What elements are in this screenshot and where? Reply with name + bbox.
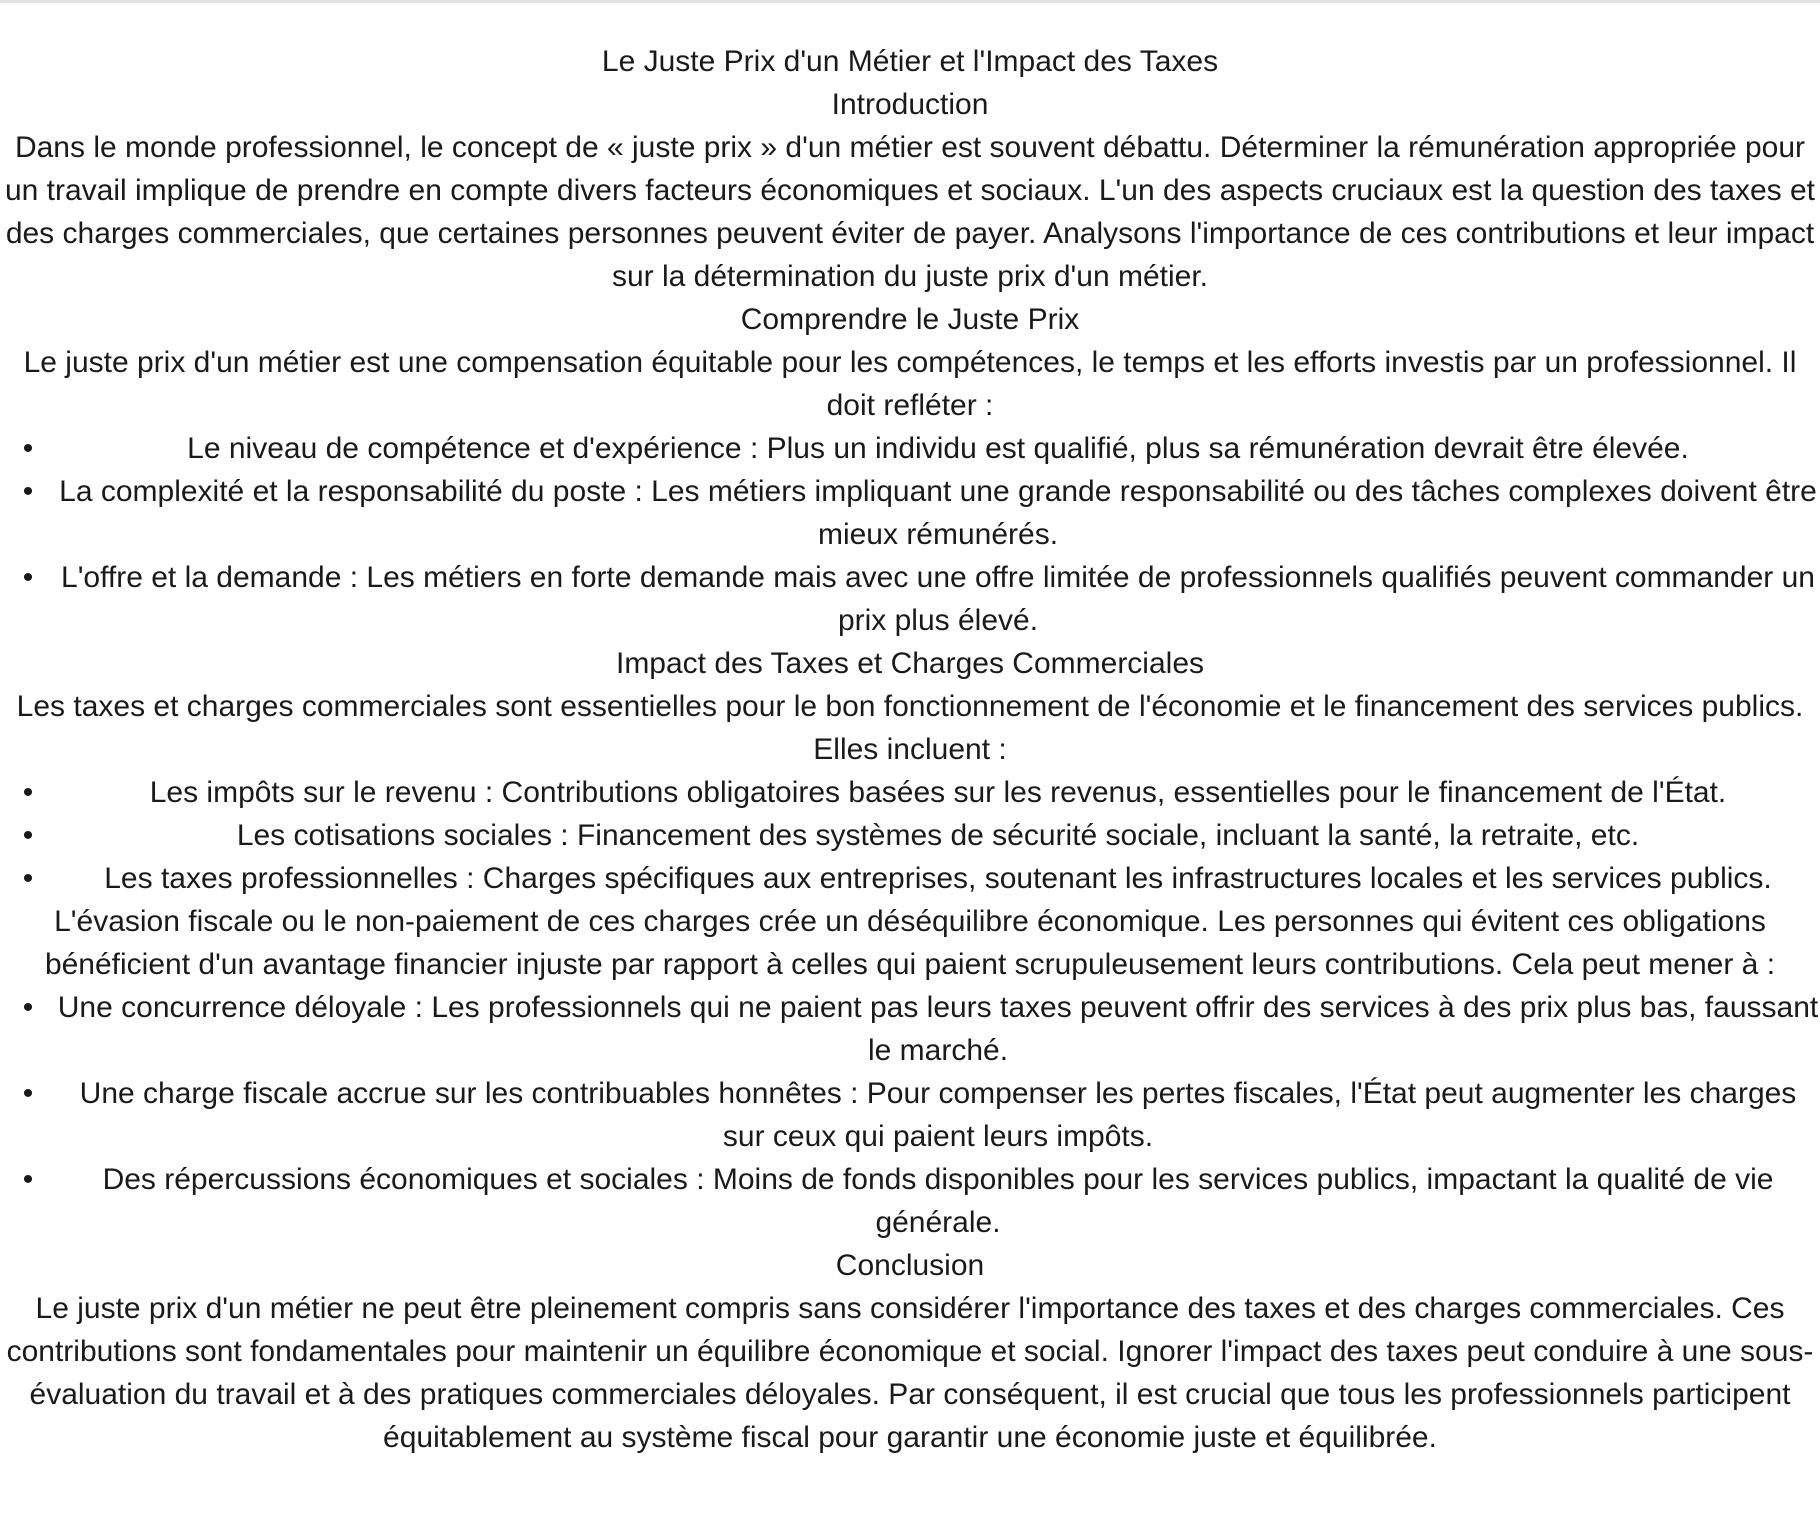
bullet-icon: • <box>22 819 34 852</box>
list-item <box>22 427 1820 470</box>
top-border <box>0 0 1820 3</box>
list-item <box>22 857 1820 900</box>
list-item-text: Les impôts sur le revenu : Contributions obligatoires basées sur les revenus, essentielles pour le financement de l'État. <box>149 776 1727 809</box>
list-item <box>22 1072 1820 1158</box>
juste-prix-paragraph: Le juste prix d'un métier est une compensation équitable pour les compétences, le temps et les efforts investis par un professionnel. Il doit refléter : <box>23 346 1797 422</box>
list-item <box>22 771 1820 814</box>
list-item <box>22 556 1820 642</box>
list-item <box>22 1158 1820 1244</box>
list-item-text: Le niveau de compétence et d'expérience : Plus un individu est qualifié, plus sa rémunération devrait être élevée. <box>187 432 1689 465</box>
impact-paragraph: Les taxes et charges commerciales sont essentielles pour le bon fonctionnement de l'économie et le financement des services publics. Elles incluent : <box>16 690 1804 766</box>
heading-impact: Impact des Taxes et Charges Commerciales <box>615 647 1205 680</box>
heading-conclusion: Conclusion <box>835 1249 985 1282</box>
list-item-text: La complexité et la responsabilité du poste : Les métiers impliquant une grande responsabilité ou des tâches complexes doivent être mieux rémunérés. <box>59 475 1817 551</box>
impact-paragraph-2: L'évasion fiscale ou le non-paiement de ces charges crée un déséquilibre économique. Les personnes qui évitent ces obligations bénéficient d'un avantage financier injuste par rapport à celles qui paient scrupuleusement leurs contributions. Cela peut mener à : <box>44 905 1776 981</box>
bullet-icon: • <box>22 991 34 1024</box>
list-item <box>22 814 1820 857</box>
conclusion-paragraph: Le juste prix d'un métier ne peut être pleinement compris sans considérer l'importance des taxes et des charges commerciales. Ces contributions sont fondamentales pour maintenir un équilibre économique et social. Ignorer l'impact des taxes peut conduire à une sous-évaluation du travail et à des pratiques commerciales déloyales. Par conséquent, il est crucial que tous les professionnels participent équitablement au système fiscal pour garantir une économie juste et équilibrée. <box>6 1292 1814 1454</box>
list-item-text: L'offre et la demande : Les métiers en forte demande mais avec une offre limitée de professionnels qualifiés peuvent commander un prix plus élevé. <box>61 561 1815 637</box>
heading-juste-prix: Comprendre le Juste Prix <box>740 303 1080 336</box>
list-item-text: Les cotisations sociales : Financement des systèmes de sécurité sociale, incluant la santé, la retraite, etc. <box>236 819 1640 852</box>
consequences-list <box>0 986 1820 1244</box>
introduction-paragraph: Dans le monde professionnel, le concept de « juste prix » d'un métier est souvent débattu. Déterminer la rémunération appropriée pour un travail implique de prendre en compte divers facteurs économiques et sociaux. L'un des aspects cruciaux est la question des taxes et des charges commerciales, que certaines personnes peuvent éviter de payer. Analysons l'importance de ces contributions et leur impact sur la détermination du juste prix d'un métier. <box>4 131 1816 293</box>
bullet-icon: • <box>22 475 34 508</box>
document-title: Le Juste Prix d'un Métier et l'Impact des Taxes <box>601 45 1219 78</box>
bullet-icon: • <box>22 1163 34 1196</box>
heading-introduction: Introduction <box>831 88 989 121</box>
list-item-text: Une charge fiscale accrue sur les contribuables honnêtes : Pour compenser les pertes fiscales, l'État peut augmenter les charges sur ceux qui paient leurs impôts. <box>79 1077 1797 1153</box>
list-item-text: Les taxes professionnelles : Charges spécifiques aux entreprises, soutenant les infrastructures locales et les services publics. <box>104 862 1772 895</box>
bullet-icon: • <box>22 862 34 895</box>
list-item <box>22 470 1820 556</box>
juste-prix-list <box>0 427 1820 642</box>
bullet-icon: • <box>22 776 34 809</box>
list-item <box>22 986 1820 1072</box>
document-body <box>0 40 1820 1459</box>
impact-list <box>0 771 1820 900</box>
bullet-icon: • <box>22 432 34 465</box>
bullet-icon: • <box>22 561 34 594</box>
bullet-icon: • <box>22 1077 34 1110</box>
list-item-text: Une concurrence déloyale : Les professionnels qui ne paient pas leurs taxes peuvent offrir des services à des prix plus bas, faussant le marché. <box>57 991 1819 1067</box>
list-item-text: Des répercussions économiques et sociales : Moins de fonds disponibles pour les services publics, impactant la qualité de vie générale. <box>102 1163 1774 1239</box>
